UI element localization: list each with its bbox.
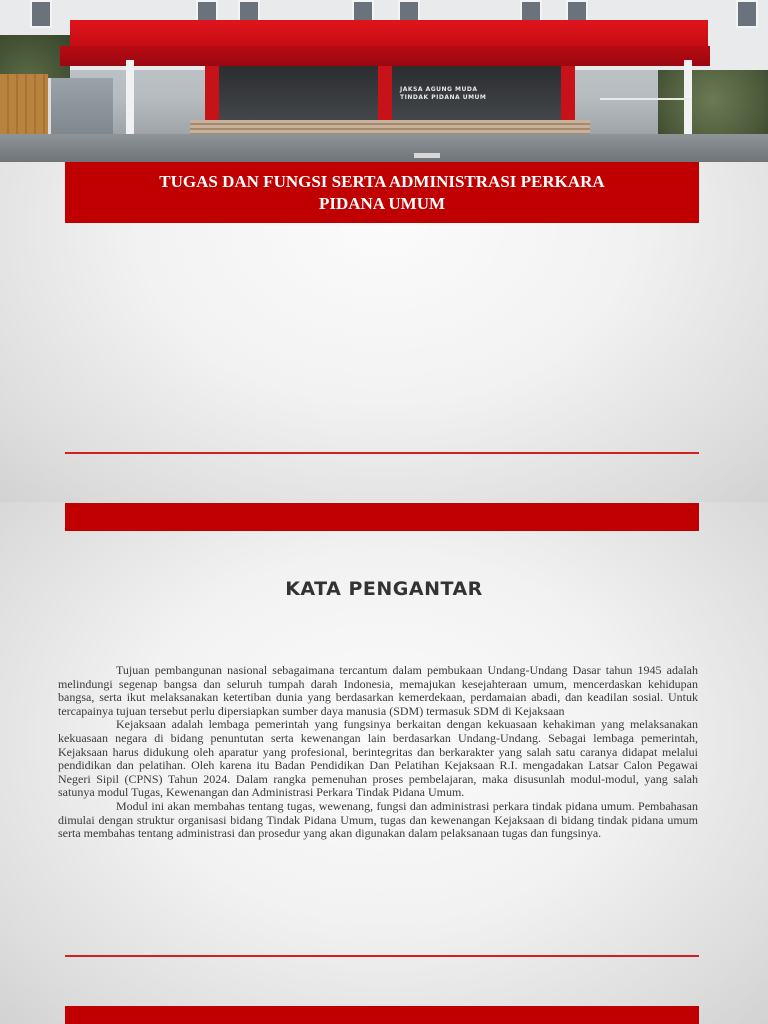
sign-line: JAKSA AGUNG MUDA	[400, 86, 478, 93]
paragraph: Modul ini akan membahas tentang tugas, wewenang, fungsi dan administrasi perkara tindak pidana umum. Pembahasan dimulai dengan struktur organisasi bidang Tindak Pidana Umum, tugas dan kewenangan Kejaksaan di bidang tindak pidana umum serta membahas tentang administrasi dan prosedur yang akan digunakan dalam pelaksanaan tugas dan fungsinya.	[58, 798, 698, 841]
white-column	[684, 60, 692, 140]
divider-line	[65, 955, 699, 957]
white-column	[126, 60, 134, 140]
red-pillar	[378, 66, 392, 122]
red-canopy	[70, 20, 708, 48]
paragraph: Tujuan pembangunan nasional sebagaimana tercantum dalam pembukaan Undang-Undang Dasar tahun 1945 adalah melindungi segenap bangsa dan seluruh tumpah darah Indonesia, memajukan kesejahteraan umum, mencerdaskan kehidupan bangsa, serta ikut melaksanakan ketertiban dunia yang berdasarkan kemerdekaan, perdamaian abadi, dan keadilan sosial. Untuk tercapainya tujuan tersebut perlu dipersiapkan sumber daya manusia (SDM) termasuk SDM di Kejaksaan	[58, 663, 698, 718]
building-window	[736, 0, 758, 28]
sign-line: TINDAK PIDANA UMUM	[400, 94, 487, 101]
paragraph: Kejaksaan adalah lembaga pemerintah yang fungsinya berkaitan dengan kekuasaan kehakiman yang melaksanakan kekuasaan negara di bidang penuntutan serta kewenangan lain berdasarkan Undang-Undang. Sebagai lembaga pemerintah, Kejaksaan harus didukung oleh aparatur yang profesional, berintegritas dan berkarakter yang salah satu caranya didapat melalui pendidikan dan pelatihan. Oleh karena itu Badan Pendidikan Dan Pelatihan Kejaksaan R.I. mengadakan Latsar Calon Pegawai Negeri Sipil (CPNS) Tahun 2024. Dalam rangka pemenuhan proses pembelajaran, maka disusunlah modul-modul, yang salah satunya modul Tugas, Kewenangan dan Administrasi Perkara Tindak Pidana Umum.	[58, 717, 698, 800]
red-pillar	[205, 66, 219, 122]
top-red-bar	[65, 503, 699, 531]
handrail	[600, 98, 690, 100]
cover-slide	[0, 0, 768, 502]
building-photo	[0, 0, 768, 162]
glass-door	[48, 78, 113, 140]
document-title: TUGAS DAN FUNGSI SERTA ADMINISTRASI PERKARA PIDANA UMUM	[159, 171, 605, 213]
ground-marking	[414, 153, 440, 158]
preface-slide	[0, 502, 768, 1024]
ground	[0, 134, 768, 162]
red-canopy-edge	[60, 46, 710, 66]
preface-body	[58, 664, 698, 841]
stairs	[190, 120, 590, 134]
red-pillar	[561, 66, 575, 122]
building-window	[30, 0, 52, 28]
title-banner	[65, 162, 699, 223]
section-heading: KATA PENGANTAR	[285, 578, 483, 600]
building-sign	[400, 86, 530, 102]
bottom-red-bar	[65, 1006, 699, 1024]
divider-line	[65, 452, 699, 454]
